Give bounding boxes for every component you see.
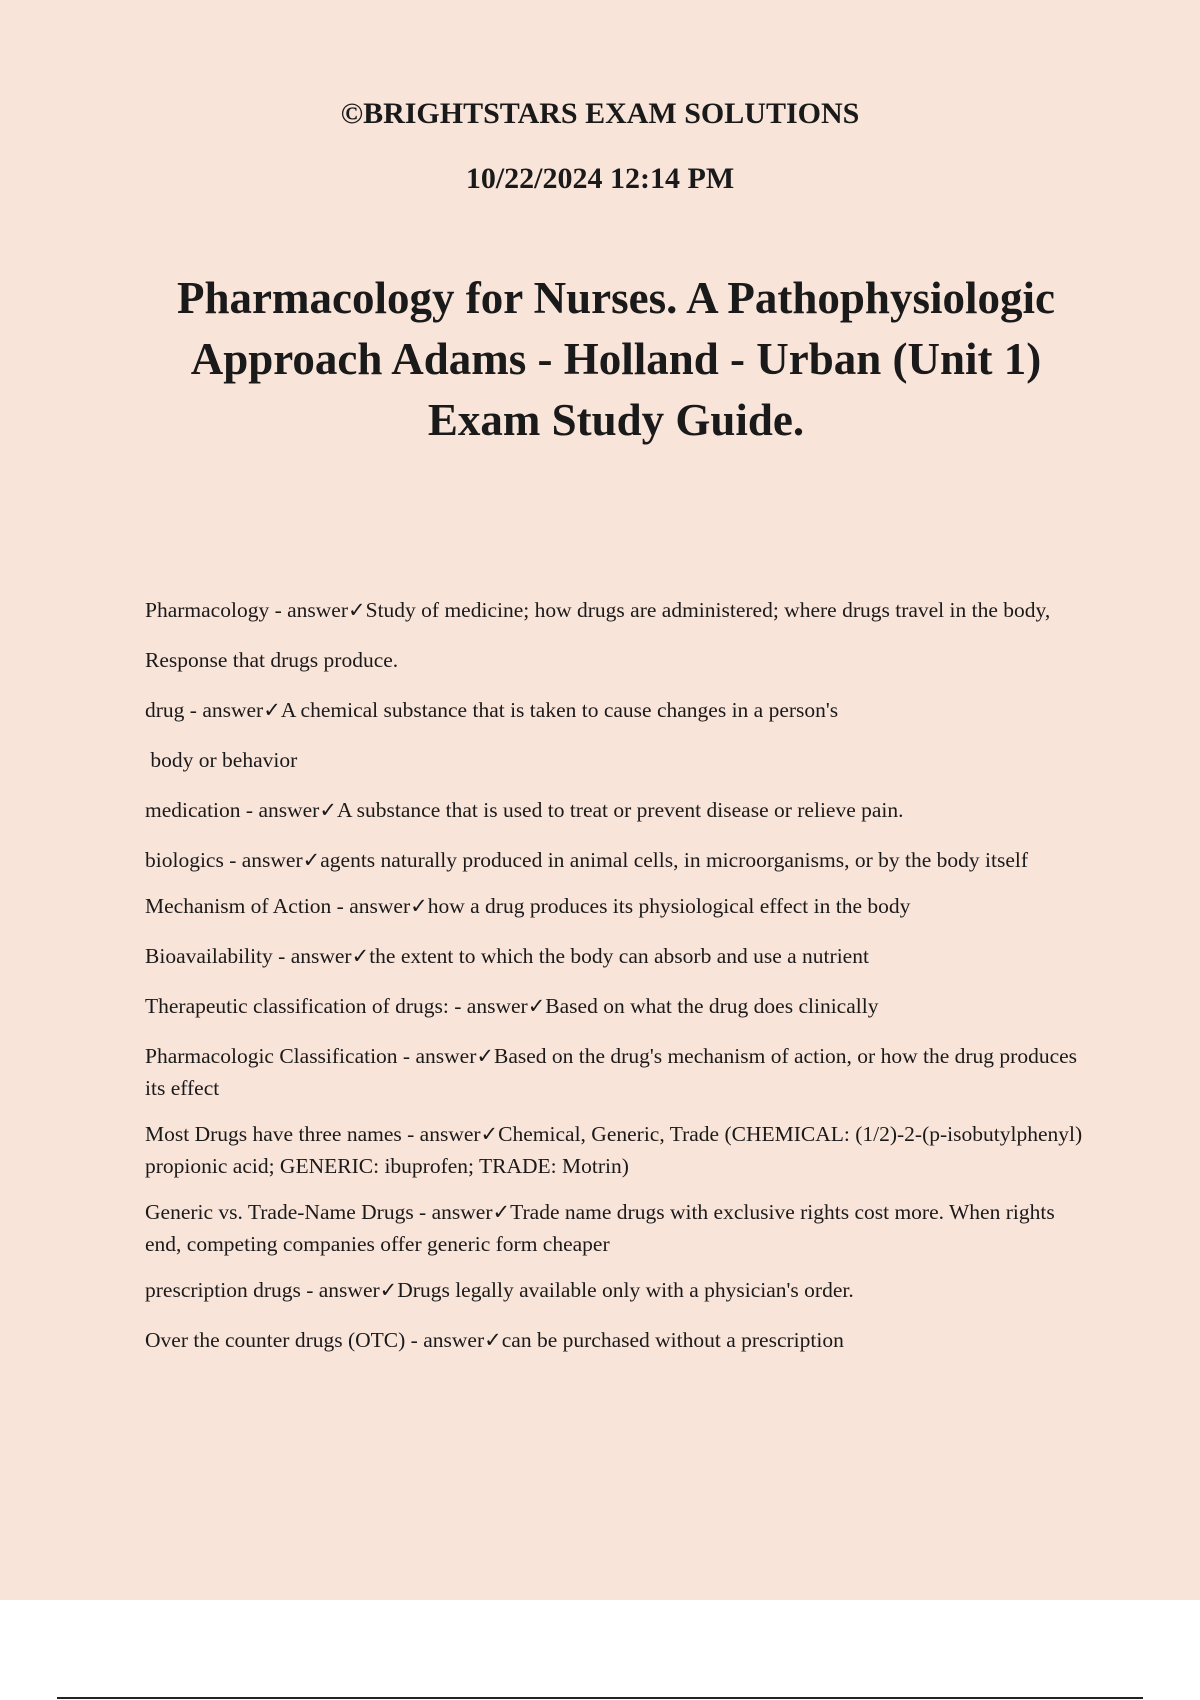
term: Mechanism of Action - bbox=[145, 894, 350, 918]
term: medication - bbox=[145, 798, 259, 822]
definition: Based on what the drug does clinically bbox=[545, 994, 879, 1018]
answer-label: answer bbox=[318, 1278, 380, 1302]
definition: how a drug produces its physiological effect in the body bbox=[427, 894, 911, 918]
definition: A substance that is used to treat or prevent disease or relieve pain. bbox=[336, 798, 904, 822]
check-icon: ✓ bbox=[319, 798, 337, 822]
answer-label: answer bbox=[287, 598, 348, 622]
answer-label: answer bbox=[466, 994, 528, 1018]
list-item-otc-drugs bbox=[145, 1324, 1095, 1356]
definition: agents naturally produced in animal cells, in microorganisms, or by the body itself bbox=[320, 848, 1028, 872]
document-title: Pharmacology for Nurses. A Pathophysiologic Approach Adams - Holland - Urban (Unit 1) Exam Study Guide. bbox=[177, 273, 1055, 445]
term: biologics - bbox=[145, 848, 242, 872]
list-item-drug bbox=[145, 694, 1095, 726]
check-icon: ✓ bbox=[484, 1328, 502, 1352]
copyright-header: ©BRIGHTSTARS EXAM SOLUTIONS bbox=[340, 97, 860, 130]
list-item-pharmacologic-classification bbox=[145, 1040, 1095, 1104]
list-item-continuation bbox=[145, 644, 1095, 676]
list-item-mechanism-of-action bbox=[145, 890, 1095, 922]
list-item-three-names bbox=[145, 1118, 1095, 1182]
list-item-continuation bbox=[145, 744, 1095, 776]
answer-label: answer bbox=[290, 944, 352, 968]
definition: Drugs legally available only with a physician's order. bbox=[397, 1278, 854, 1302]
continuation-text: Response that drugs produce. bbox=[145, 648, 399, 672]
list-item-bioavailability bbox=[145, 940, 1095, 972]
check-icon: ✓ bbox=[348, 598, 366, 622]
term: Bioavailability - bbox=[145, 944, 291, 968]
term: Pharmacology - bbox=[145, 598, 288, 622]
term: prescription drugs - bbox=[145, 1278, 319, 1302]
answer-label: answer bbox=[349, 894, 411, 918]
definition: Trade name drugs with exclusive rights cost more. When rights end, competing companies offer generic form cheaper bbox=[145, 1200, 1055, 1256]
check-icon: ✓ bbox=[410, 894, 428, 918]
check-icon: ✓ bbox=[476, 1044, 494, 1068]
check-icon: ✓ bbox=[263, 698, 281, 722]
list-item-prescription-drugs bbox=[145, 1274, 1095, 1306]
definition: Based on the drug's mechanism of action, or how the drug produces its effect bbox=[145, 1044, 1078, 1100]
footer-divider bbox=[57, 1697, 1143, 1699]
check-icon: ✓ bbox=[302, 848, 321, 872]
answer-label: answer bbox=[241, 848, 303, 872]
study-guide-list bbox=[145, 594, 1095, 1374]
term: drug - bbox=[145, 698, 203, 722]
definition: can be purchased without a prescription bbox=[501, 1328, 844, 1352]
check-icon: ✓ bbox=[480, 1122, 499, 1146]
answer-label: answer bbox=[419, 1122, 481, 1146]
definition: Chemical, Generic, Trade (CHEMICAL: (1/2)-2-(p-isobutylphenyl) propionic acid; GENERIC: ibuprofen; TRADE: Motrin) bbox=[145, 1122, 1083, 1178]
list-item-medication bbox=[145, 794, 1095, 826]
date-header: 10/22/2024 12:14 PM bbox=[465, 162, 735, 195]
definition: Study of medicine; how drugs are administered; where drugs travel in the body, bbox=[365, 598, 1051, 622]
definition: the extent to which the body can absorb and use a nutrient bbox=[369, 944, 869, 968]
list-item-therapeutic-classification bbox=[145, 990, 1095, 1022]
check-icon: ✓ bbox=[492, 1200, 511, 1224]
answer-label: answer bbox=[202, 698, 264, 722]
answer-label: answer bbox=[258, 798, 320, 822]
term: Over the counter drugs (OTC) - bbox=[145, 1328, 424, 1352]
list-item-generic-vs-trade bbox=[145, 1196, 1095, 1260]
term: Generic vs. Trade-Name Drugs - bbox=[145, 1200, 432, 1224]
list-item-biologics bbox=[145, 844, 1095, 876]
answer-label: answer bbox=[431, 1200, 493, 1224]
check-icon: ✓ bbox=[351, 944, 370, 968]
list-item-pharmacology bbox=[145, 594, 1095, 626]
check-icon: ✓ bbox=[527, 994, 546, 1018]
term: Therapeutic classification of drugs: - bbox=[145, 994, 467, 1018]
term: Pharmacologic Classification - bbox=[145, 1044, 416, 1068]
answer-label: answer bbox=[415, 1044, 477, 1068]
check-icon: ✓ bbox=[379, 1278, 398, 1302]
answer-label: answer bbox=[423, 1328, 485, 1352]
continuation-text: body or behavior bbox=[145, 748, 298, 772]
term: Most Drugs have three names - bbox=[145, 1122, 420, 1146]
definition: A chemical substance that is taken to cause changes in a person's bbox=[280, 698, 839, 722]
